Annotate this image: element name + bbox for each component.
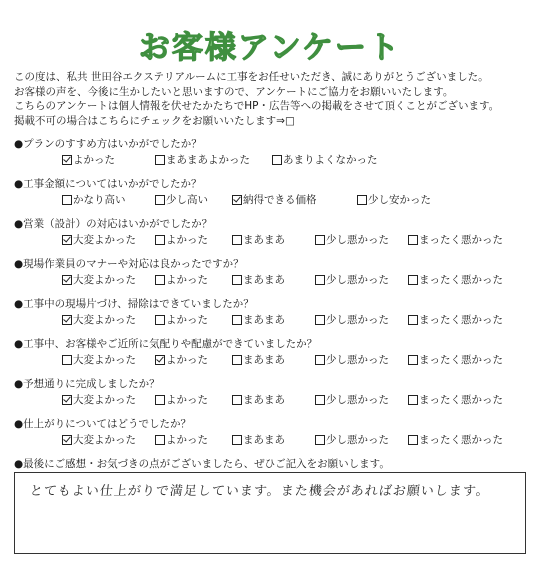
option[interactable] [408,232,503,247]
intro-line: こちらのアンケートは個人情報を伏せたかたちでHP・広告等への掲載をさせて頂くことがございます。 [14,100,500,112]
checkbox[interactable] [232,435,242,445]
option-label: 大変よかった [73,274,136,286]
checkbox[interactable] [62,355,72,365]
option-label: 少し悪かった [326,434,389,446]
option[interactable] [155,432,208,447]
checkbox[interactable] [408,315,418,325]
intro-line: この度は、私共 世田谷エクステリアルームに工事をお任せいただき、誠にありがとうございました。 [14,71,489,83]
option-label: 少し悪かった [326,354,389,366]
option[interactable] [232,192,317,207]
question-text: ●予想通りに完成しましたか？ [14,378,160,390]
option[interactable] [315,312,389,327]
checkbox[interactable] [408,435,418,445]
option[interactable] [155,192,208,207]
checkbox[interactable] [315,275,325,285]
option[interactable] [62,152,115,167]
option-label: まあまあ [243,354,285,366]
option-label: まあまあよかった [166,154,250,166]
option[interactable] [155,352,208,367]
option-label: まあまあ [243,314,285,326]
intro-line: お客様の声を、今後に生かしたいと思いますので、アンケートにご協力をお願いいたします。 [14,85,454,98]
option-label: まったく悪かった [419,394,503,406]
checkbox[interactable] [155,235,165,245]
option[interactable] [315,272,389,287]
option-label: 少し悪かった [326,394,389,406]
checkbox-checked[interactable] [62,395,72,405]
option-label: あまりよくなかった [283,154,378,166]
option-label: まあまあ [243,274,285,286]
checkbox-checked[interactable] [62,275,72,285]
option[interactable] [408,392,503,407]
option[interactable] [62,272,136,287]
checkbox[interactable] [155,155,165,165]
checkbox-checked[interactable] [232,195,242,205]
option-label: まあまあ [243,234,285,246]
checkbox[interactable] [408,235,418,245]
option-label: よかった [166,434,208,446]
question-text: ●工事金額についてはいかがでしたか？ [14,178,202,190]
option-label: 大変よかった [73,314,136,326]
option-label: 少し悪かった [326,234,389,246]
option[interactable] [62,192,126,207]
option[interactable] [408,432,503,447]
option-label: 大変よかった [73,434,136,446]
option[interactable] [155,312,208,327]
comment-prompt: ●最後にご感想・お気づきの点がございましたら、ぜひご記入をお願いします。 [14,458,390,470]
checkbox-checked[interactable] [62,235,72,245]
option-label: 大変よかった [73,234,136,246]
checkbox-checked[interactable] [62,315,72,325]
question-text: ●仕上がりについてはどうでしたか？ [14,418,191,430]
option-label: かなり高い [73,194,126,206]
option-label: まったく悪かった [419,314,503,326]
checkbox[interactable] [232,315,242,325]
question-text: ●プランのすすめ方はいかがでしたか？ [14,138,202,150]
option[interactable] [315,432,389,447]
checkbox[interactable] [315,235,325,245]
page-title: お客様アンケート [138,30,402,66]
option-label: よかった [73,154,115,166]
option[interactable] [315,352,389,367]
comment-handwriting: とてもよい仕上がりで満足しています。また機会があればお願いします。 [29,484,491,499]
checkbox[interactable] [232,275,242,285]
question-text: ●工事中、お客様やご近所に気配りや配慮ができていましたか？ [14,338,318,350]
option-label: よかった [166,394,208,406]
option-label: 少し高い [166,194,208,206]
question-text: ●工事中の現場片づけ、掃除はできていましたか？ [14,298,254,310]
option-label: 大変よかった [73,354,136,366]
option[interactable] [357,192,431,207]
option-label: まあまあ [243,394,285,406]
checkbox[interactable] [155,395,165,405]
option[interactable] [408,312,503,327]
checkbox[interactable] [62,195,72,205]
option[interactable] [232,432,285,447]
option-label: 大変よかった [73,394,136,406]
option[interactable] [155,152,250,167]
checkbox-checked[interactable] [155,355,165,365]
option-label: まったく悪かった [419,354,503,366]
checkbox[interactable] [155,275,165,285]
option-label: まったく悪かった [419,234,503,246]
option[interactable] [62,232,136,247]
option-label: よかった [166,314,208,326]
checkbox[interactable] [357,195,367,205]
checkbox[interactable] [232,355,242,365]
option[interactable] [62,432,136,447]
checkbox[interactable] [315,435,325,445]
option[interactable] [62,392,136,407]
option[interactable] [232,312,285,327]
option-label: よかった [166,234,208,246]
option-label: 少し悪かった [326,314,389,326]
option[interactable] [272,152,378,167]
option-label: 少し安かった [368,194,431,206]
checkbox[interactable] [315,355,325,365]
checkbox[interactable] [315,395,325,405]
option[interactable] [62,312,136,327]
checkbox[interactable] [272,155,282,165]
option[interactable] [408,352,503,367]
checkbox[interactable] [155,315,165,325]
option-label: まったく悪かった [419,434,503,446]
option-label: 少し悪かった [326,274,389,286]
option-label: まったく悪かった [419,274,503,286]
option-label: 納得できる価格 [243,194,317,206]
intro-text [14,70,534,128]
checkbox[interactable] [408,275,418,285]
checkbox[interactable] [155,435,165,445]
checkbox[interactable] [155,195,165,205]
question-text: ●営業（設計）の対応はいかがでしたか？ [14,218,213,230]
option[interactable] [315,392,389,407]
option[interactable] [62,352,136,367]
option[interactable] [408,272,503,287]
option[interactable] [232,232,285,247]
option[interactable] [155,392,208,407]
option[interactable] [232,272,285,287]
option-label: よかった [166,274,208,286]
option[interactable] [315,232,389,247]
option-label: よかった [166,354,208,366]
checkbox[interactable] [408,355,418,365]
checkbox[interactable] [315,315,325,325]
checkbox[interactable] [408,395,418,405]
option[interactable] [155,272,208,287]
checkbox[interactable] [232,395,242,405]
option[interactable] [232,352,285,367]
option[interactable] [155,232,208,247]
checkbox-checked[interactable] [62,435,72,445]
checkbox-checked[interactable] [62,155,72,165]
intro-line: 掲載不可の場合はこちらにチェックをお願いいたします⇒□ [14,114,295,127]
checkbox[interactable] [232,235,242,245]
option[interactable] [232,392,285,407]
question-text: ●現場作業員のマナーや対応は良かったですか？ [14,258,244,270]
option-label: まあまあ [243,434,285,446]
